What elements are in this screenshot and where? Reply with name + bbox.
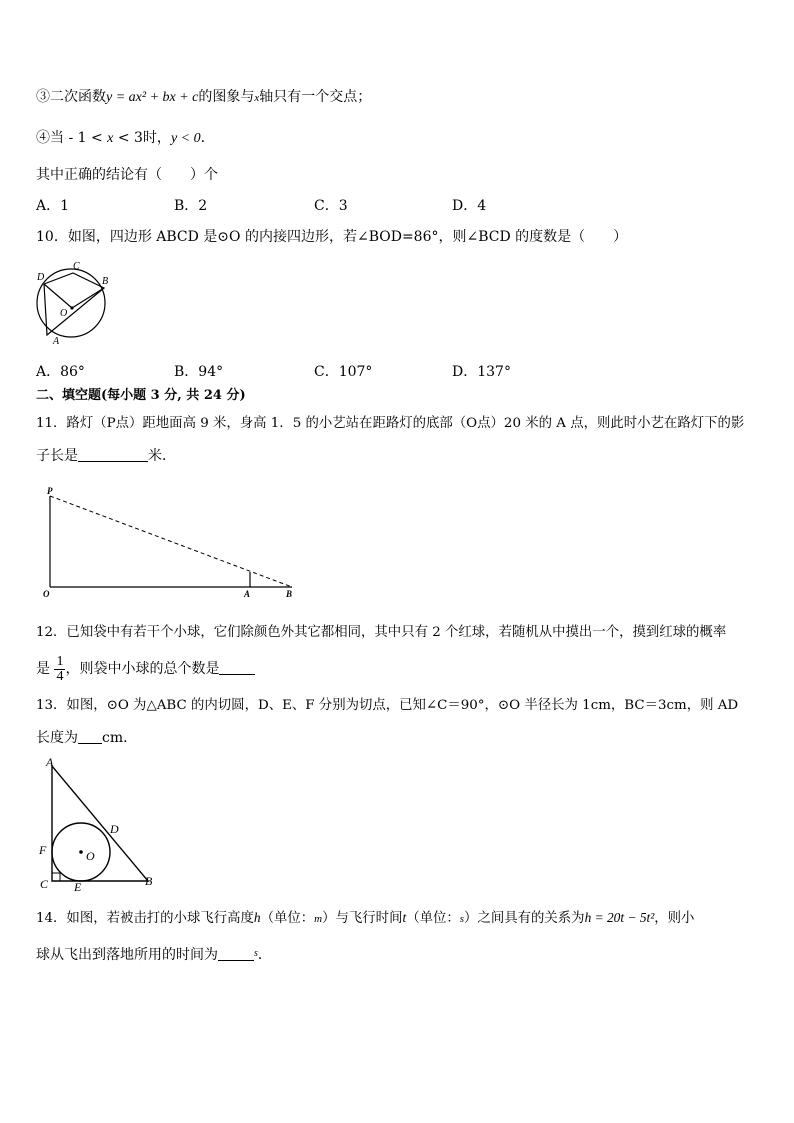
q13-right-angle-mark — [52, 873, 60, 881]
q12-line1: 12．已知袋中有若干个小球，它们除颜色外其它都相同，其中只有 2 个红球，若随机从中摸出一个，摸到红球的概率 — [36, 625, 727, 640]
q11-label-p: P — [47, 486, 53, 496]
q11-label-o: O — [43, 589, 50, 599]
q13-triangle — [52, 766, 148, 881]
q13-label-o: O — [86, 849, 95, 863]
q10-label-c: C — [73, 261, 80, 272]
q11-line1: 11．路灯（P点）距地面高 9 米，身高 1．5 的小艺站在距路灯的底部（O点）20 米的 A 点，则此时小艺在路灯下的影 — [36, 416, 745, 431]
q14-line1: 14．如图，若被击打的小球飞行高度h（单位：m）与飞行时间t（单位：s）之间具有的关系为h = 20t − 5t²，则小 — [36, 910, 695, 926]
q9-choice-d: D．4 — [452, 198, 487, 214]
q9-choice-b: B．2 — [174, 198, 208, 214]
q10-label-o: O — [60, 308, 68, 319]
q11-light-ray — [50, 496, 292, 587]
q12-answer-blank[interactable] — [219, 660, 255, 675]
q10-choice-a: A．86° — [36, 364, 85, 380]
q13-answer-blank[interactable] — [78, 729, 102, 744]
q11-label-a: A — [244, 589, 251, 599]
q10-od — [44, 284, 72, 308]
q9-choice-c: C．3 — [314, 198, 348, 214]
q10-text: 10．如图，四边形 ABCD 是⊙O 的内接四边形，若∠BOD=86°，则∠BCD 的度数是（ ） — [36, 229, 628, 245]
q11-answer-blank[interactable] — [78, 447, 148, 462]
q13-label-b: B — [145, 874, 153, 888]
q14-line2: 球从飞出到落地所用的时间为 $^s$． — [36, 947, 272, 963]
q10-choice-c: C．107° — [314, 364, 373, 380]
q13-line2: 长度为 cm. — [36, 730, 128, 746]
q13-label-e: E — [74, 880, 82, 894]
q10-quadrilateral — [44, 273, 104, 335]
q11-line2: 子长是 米． — [36, 448, 176, 464]
q13-center-dot — [79, 850, 83, 854]
q12-line2: 是 $\frac{1}{4}$ ，则袋中小球的总个数是 — [36, 652, 255, 686]
q13-label-a: A — [46, 755, 54, 769]
q9-choice-a: A．1 — [36, 198, 70, 214]
q13-label-d: D — [110, 822, 119, 836]
q10-ob — [72, 288, 104, 308]
q12-fraction: $\frac{1}{4}$ — [56, 653, 64, 684]
q10-figure — [34, 260, 114, 350]
q10-choice-d: D．137° — [452, 364, 511, 380]
q11-label-b: B — [286, 589, 293, 599]
q10-label-a: A — [53, 336, 60, 347]
q10-label-b: B — [102, 276, 109, 287]
q13-label-f: F — [39, 843, 47, 857]
q13-label-c: C — [40, 877, 49, 891]
q14-answer-blank[interactable] — [218, 946, 254, 961]
section-title: 二、填空题(每小题 3 分, 共 24 分) — [36, 388, 246, 403]
q10-label-d: D — [37, 272, 45, 283]
q13-line1: 13．如图，⊙O 为△ABC 的内切圆，D、E、F 分别为切点，已知∠C＝90°，⊙O 半径长为 1cm，BC＝3cm，则 AD — [36, 698, 739, 713]
q10-center-dot — [70, 306, 73, 309]
q11-figure — [38, 484, 308, 604]
q9-question: 其中正确的结论有（ ）个 — [36, 167, 218, 183]
q9-item4: ④当 - 1 < x < 3时，y < 0. — [36, 130, 206, 146]
q9-item3: ③二次函数y = ax² + bx + c的图象与x轴只有一个交点； — [36, 89, 372, 105]
q10-choice-b: B．94° — [174, 364, 224, 380]
q10-circle — [37, 269, 105, 337]
q13-figure — [36, 754, 166, 894]
